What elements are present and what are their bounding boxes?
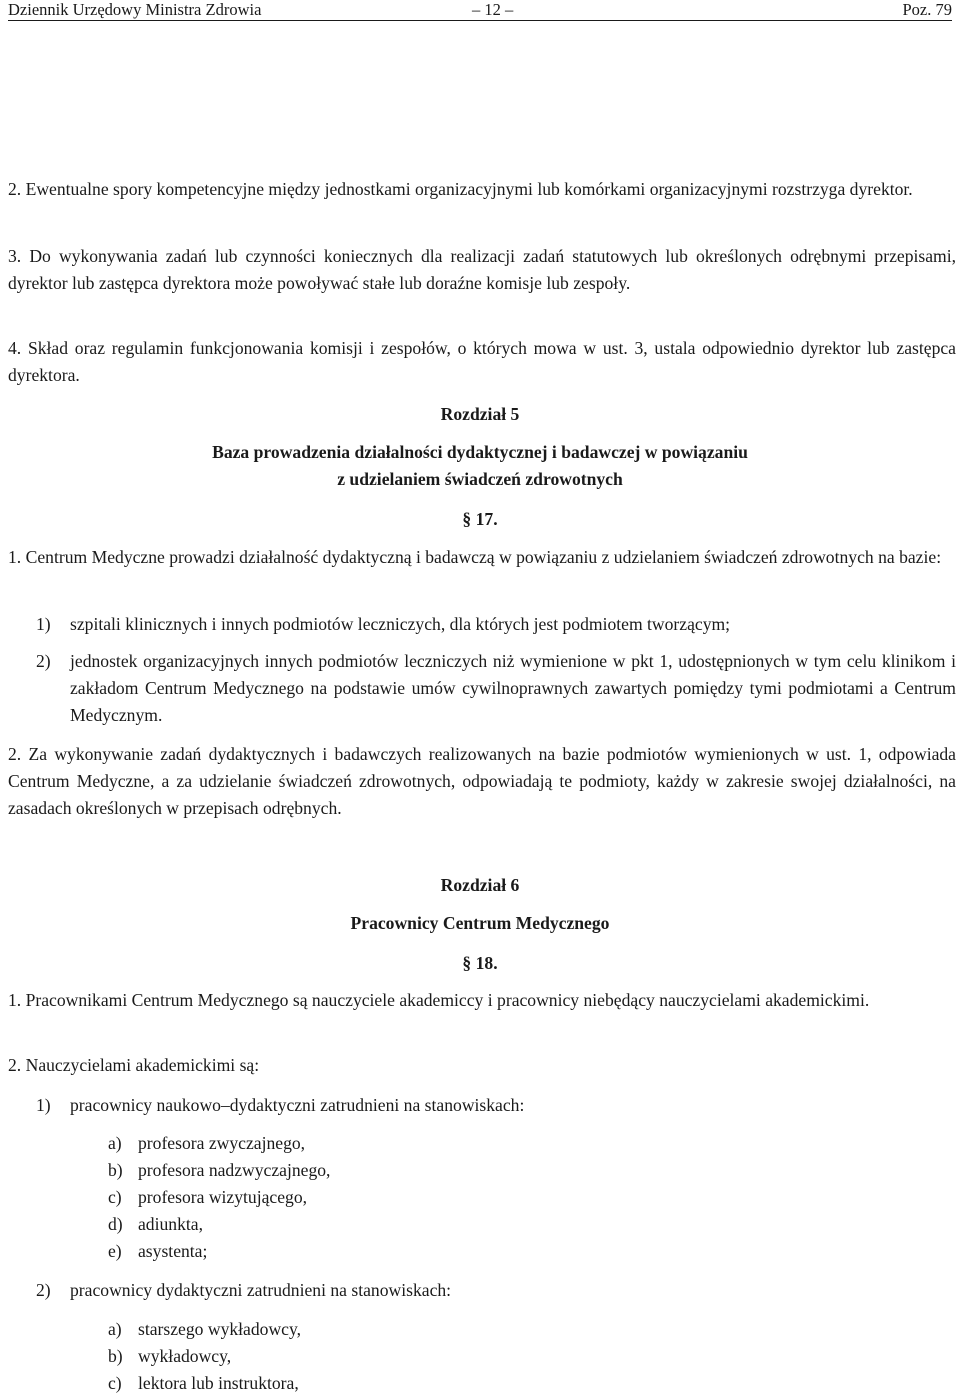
chapter-6-subtitle: Pracownicy Centrum Medycznego — [350, 913, 610, 933]
sub-list-item-text: profesora zwyczajnego, — [138, 1133, 306, 1153]
sub-list-item-label: c) — [108, 1373, 122, 1393]
list-item-label: 1) — [36, 1095, 51, 1115]
chapter-5-subtitle-line-1: Baza prowadzenia działalności dydaktycznej i badawczej w powiązaniu — [212, 442, 748, 462]
journal-title: Dziennik Urzędowy Ministra Zdrowia — [8, 0, 262, 19]
sub-list-item-label: a) — [108, 1133, 122, 1153]
paragraph-text: Nauczycielami akademickimi są: — [25, 1055, 260, 1075]
section-17: § 17. — [462, 509, 498, 529]
sub-list-item — [108, 1184, 928, 1211]
paragraph-3 — [8, 243, 956, 297]
sub-list-item — [108, 1238, 928, 1265]
paragraph-number: 3. — [8, 246, 22, 266]
list-item — [36, 1277, 956, 1304]
paragraph-text: Centrum Medyczne prowadzi działalność dydaktyczną i badawczą w powiązaniu z udzielaniem świadczeń zdrowotnych na bazie: — [25, 547, 942, 567]
list-item-label: 2) — [36, 651, 51, 671]
sub-list-item-label: a) — [108, 1319, 122, 1339]
position-number: Poz. 79 — [902, 0, 952, 19]
sub-list-item-text: adiunkta, — [138, 1214, 203, 1234]
sub-list-item — [108, 1157, 928, 1184]
sub-list-item-text: profesora nadzwyczajnego, — [138, 1160, 331, 1180]
page-number: – 12 – — [472, 0, 514, 19]
chapter-5-title: Rozdział 5 — [440, 404, 520, 424]
sub-list-item-text: wykładowcy, — [138, 1346, 232, 1366]
sub-list-item-label: b) — [108, 1160, 123, 1180]
sub-list-item — [108, 1211, 928, 1238]
sub-list-item — [108, 1370, 928, 1397]
list-item — [36, 611, 956, 638]
sub-list-item — [108, 1343, 928, 1370]
list-item-text: szpitali klinicznych i innych podmiotów leczniczych, dla których jest podmiotem tworzącym; — [70, 614, 731, 634]
paragraph-text: Skład oraz regulamin funkcjonowania komisji i zespołów, o których mowa w ust. 3, ustala odpowiednio dyrektor lub zastępca dyrektora. — [8, 338, 956, 385]
sub-list-item-text: profesora wizytującego, — [138, 1187, 308, 1207]
paragraph-text: Ewentualne spory kompetencyjne między jednostkami organizacyjnymi lub komórkami organizacyjnymi rozstrzyga dyrektor. — [25, 179, 913, 199]
paragraph-number: 2. — [8, 179, 22, 199]
section-17-paragraph-2 — [8, 741, 956, 822]
sub-list-item-text: asystenta; — [138, 1241, 208, 1261]
page-header — [8, 0, 952, 21]
paragraph-text: Za wykonywanie zadań dydaktycznych i badawczych realizowanych na bazie podmiotów wymienionych w ust. 1, odpowiada Centrum Medyczne, a za udzielanie świadczeń zdrowotnych, odpowiadają te podmioty, każdy w zakresie swojej działalności, na zasadach określonych w przepisach odrębnych. — [8, 744, 956, 818]
paragraph-number: 1. — [8, 990, 22, 1010]
sub-list-item-label: c) — [108, 1187, 122, 1207]
list-item — [36, 648, 956, 729]
paragraph-number: 2. — [8, 744, 22, 764]
list-item-label: 1) — [36, 614, 51, 634]
paragraph-number: 4. — [8, 338, 22, 358]
section-18: § 18. — [462, 953, 498, 973]
sub-list-item-label: b) — [108, 1346, 123, 1366]
sub-list-item — [108, 1130, 928, 1157]
section-18-paragraph-1 — [8, 987, 956, 1014]
sub-list-item-label: e) — [108, 1241, 122, 1261]
sub-list-item-text: starszego wykładowcy, — [138, 1319, 302, 1339]
list-item-label: 2) — [36, 1280, 51, 1300]
list-item-text: pracownicy naukowo–dydaktyczni zatrudnieni na stanowiskach: — [70, 1095, 525, 1115]
chapter-6-title: Rozdział 6 — [440, 875, 520, 895]
paragraph-2 — [8, 176, 956, 203]
paragraph-number: 1. — [8, 547, 22, 567]
paragraph-4 — [8, 335, 956, 389]
sub-list-item — [108, 1316, 928, 1343]
sub-list-item-label: d) — [108, 1214, 123, 1234]
list-item-text: pracownicy dydaktyczni zatrudnieni na stanowiskach: — [70, 1280, 452, 1300]
paragraph-text: Pracownikami Centrum Medycznego są nauczyciele akademiccy i pracownicy niebędący nauczycielami akademickimi. — [25, 990, 870, 1010]
chapter-5-subtitle-line-2: z udzielaniem świadczeń zdrowotnych — [337, 469, 623, 489]
section-18-paragraph-2 — [8, 1052, 956, 1079]
sub-list-item-text: lektora lub instruktora, — [138, 1373, 299, 1393]
list-item-text: jednostek organizacyjnych innych podmiotów leczniczych niż wymienione w pkt 1, udostępnionych w tym celu klinikom i zakładom Centrum Medycznego na podstawie umów cywilnoprawnych zawartych pomiędzy tymi podmiotami a Centrum Medycznym. — [70, 651, 956, 725]
paragraph-number: 2. — [8, 1055, 22, 1075]
paragraph-text: Do wykonywania zadań lub czynności koniecznych dla realizacji zadań statutowych lub określonych odrębnymi przepisami, dyrektor lub zastępca dyrektora może powoływać stałe lub doraźne komisje lub zespoły. — [8, 246, 957, 293]
section-17-paragraph-1 — [8, 544, 956, 571]
list-item — [36, 1092, 956, 1119]
